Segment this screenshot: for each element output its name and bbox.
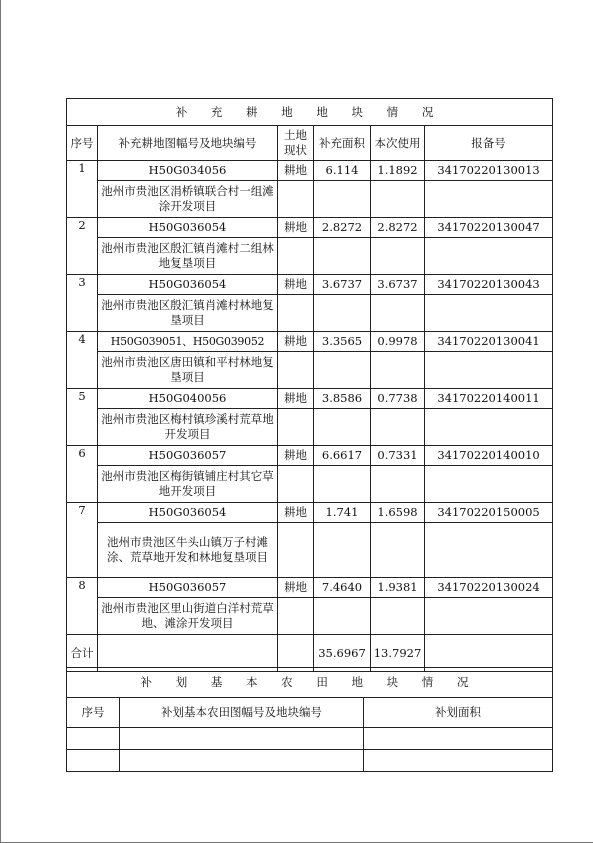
row-code: H50G036054 (98, 218, 278, 238)
table-row-project (67, 409, 553, 446)
row-seq: 7 (67, 503, 98, 578)
header-area: 补划面积 (364, 698, 553, 728)
row-seq: 4 (67, 332, 98, 389)
row-filing: 34170220130047 (425, 218, 553, 238)
row-seq: 6 (67, 446, 98, 503)
row-filing: 34170220140010 (425, 446, 553, 466)
table-row (67, 503, 553, 523)
table-row (67, 728, 553, 750)
header-used: 本次使用 (371, 126, 425, 161)
table-row-project (67, 295, 553, 332)
table2-title: 补 划 基 本 农 田 地 块 情 况 (67, 668, 553, 698)
row-status: 耕地 (278, 503, 314, 523)
header-filing: 报备号 (425, 126, 553, 161)
table-row-project (67, 598, 553, 635)
row-used: 3.6737 (371, 275, 425, 295)
row-used: 1.6598 (371, 503, 425, 523)
table-row (67, 332, 553, 352)
total-area: 35.6967 (314, 635, 371, 672)
row-status: 耕地 (278, 332, 314, 352)
total-used: 13.7927 (371, 635, 425, 672)
row-filing: 34170220130041 (425, 332, 553, 352)
row-filing: 34170220130024 (425, 578, 553, 598)
row-code: H50G036054 (98, 275, 278, 295)
header-status: 土地现状 (278, 126, 314, 161)
table-row (67, 389, 553, 409)
row-seq: 5 (67, 389, 98, 446)
row-area: 2.8272 (314, 218, 371, 238)
row-area: 3.6737 (314, 275, 371, 295)
page-left-edge (0, 0, 1, 843)
row-project-name: 池州市贵池区唐田镇和平村林地复垦项目 (98, 352, 278, 389)
row-code: H50G036057 (98, 446, 278, 466)
row-filing: 34170220130013 (425, 161, 553, 181)
table2-header-row (67, 698, 553, 728)
header-seq: 序号 (67, 698, 120, 728)
row-project-name: 池州市贵池区牛头山镇万子村滩涂、荒草地开发和林地复垦项目 (98, 523, 278, 578)
table1-title: 补 充 耕 地 地 块 情 况 (67, 99, 553, 126)
header-code: 补划基本农田图幅号及地块编号 (120, 698, 364, 728)
row-project-name: 池州市贵池区梅街镇铺庄村其它草地开发项目 (98, 466, 278, 503)
row-area: 7.4640 (314, 578, 371, 598)
row-used: 0.9978 (371, 332, 425, 352)
total-label: 合计 (67, 635, 98, 672)
table-row (67, 275, 553, 295)
row-used: 0.7331 (371, 446, 425, 466)
header-code: 补充耕地图幅号及地块编号 (98, 126, 278, 161)
table1-header-row (67, 126, 553, 161)
row-filing: 34170220130043 (425, 275, 553, 295)
row-area: 1.741 (314, 503, 371, 523)
row-code: H50G036054 (98, 503, 278, 523)
row-area: 3.3565 (314, 332, 371, 352)
row-project-name: 池州市贵池区殷汇镇肖滩村二组林地复垦项目 (98, 238, 278, 275)
row-project-name: 池州市贵池区里山街道白洋村荒草地、滩涂开发项目 (98, 598, 278, 635)
total-row (67, 635, 553, 672)
row-seq: 2 (67, 218, 98, 275)
row-used: 1.1892 (371, 161, 425, 181)
table-row-project (67, 181, 553, 218)
row-project-name: 池州市贵池区梅村镇珍溪村荒草地开发项目 (98, 409, 278, 446)
row-seq: 1 (67, 161, 98, 218)
row-area: 6.114 (314, 161, 371, 181)
row-used: 1.9381 (371, 578, 425, 598)
table-row (67, 161, 553, 181)
row-area: 3.8586 (314, 389, 371, 409)
row-used: 0.7738 (371, 389, 425, 409)
row-filing: 34170220140011 (425, 389, 553, 409)
row-project-name: 池州市贵池区涓桥镇联合村一组滩涂开发项目 (98, 181, 278, 218)
row-code: H50G034056 (98, 161, 278, 181)
header-seq: 序号 (67, 126, 98, 161)
table-row-project (67, 238, 553, 275)
table-row (67, 446, 553, 466)
row-area: 6.6617 (314, 446, 371, 466)
row-status: 耕地 (278, 578, 314, 598)
row-status: 耕地 (278, 218, 314, 238)
row-filing: 34170220150005 (425, 503, 553, 523)
row-used: 2.8272 (371, 218, 425, 238)
table-row-project (67, 466, 553, 503)
table-row (67, 578, 553, 598)
basic-farmland-table (66, 667, 553, 772)
supplementary-farmland-table (66, 98, 553, 672)
row-code: H50G040056 (98, 389, 278, 409)
table-row-project (67, 523, 553, 578)
row-status: 耕地 (278, 446, 314, 466)
row-status: 耕地 (278, 161, 314, 181)
row-project-name: 池州市贵池区殷汇镇肖滩村林地复垦项目 (98, 295, 278, 332)
row-seq: 8 (67, 578, 98, 635)
row-code: H50G036057 (98, 578, 278, 598)
row-seq: 3 (67, 275, 98, 332)
table-row-project (67, 352, 553, 389)
row-code: H50G039051、H50G039052 (98, 332, 278, 352)
table-row (67, 218, 553, 238)
table-row (67, 750, 553, 772)
row-status: 耕地 (278, 389, 314, 409)
row-status: 耕地 (278, 275, 314, 295)
header-area: 补充面积 (314, 126, 371, 161)
